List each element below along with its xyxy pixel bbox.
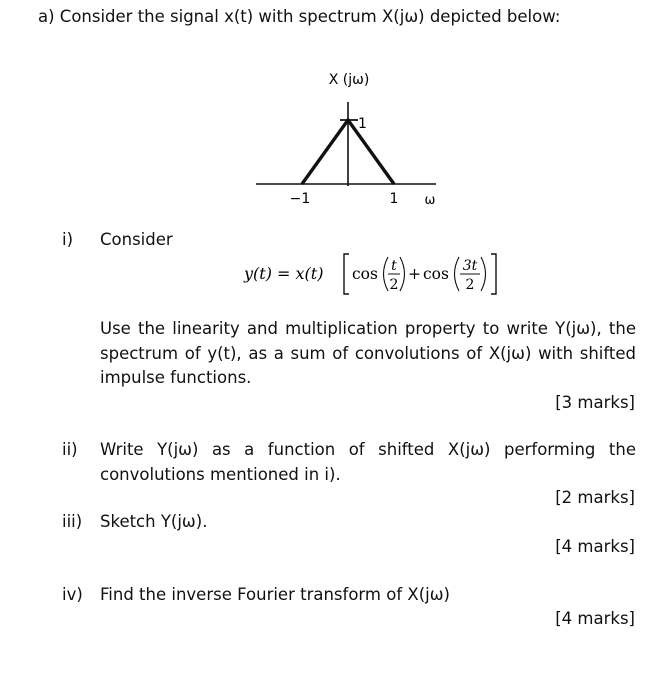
peak-label: 1 [358, 116, 367, 132]
part-ii-text: Write Y(jω) as a function of shifted X(jω) performing the convolutions mentioned in i). [100, 440, 636, 484]
part-i-marks: [3 marks] [555, 393, 635, 412]
frac-1-den: 2 [389, 277, 399, 293]
equation-lhs: y(t) = x(t) [244, 264, 324, 283]
left-bracket [344, 254, 349, 294]
part-i-number: i) [62, 230, 74, 249]
spectrum-figure [240, 62, 455, 212]
part-iv-marks: [4 marks] [555, 609, 635, 628]
x-tick-left-label: −1 [289, 191, 311, 207]
part-iii-number: iii) [62, 512, 83, 531]
frac-2-num: 3t [462, 258, 478, 274]
cos-1: cos [352, 265, 378, 283]
plus-sign: + [408, 265, 421, 283]
right-bracket [491, 254, 496, 294]
part-i-text: Use the linearity and multiplication property to write Y(jω), the spectrum of y(t), as a sum of convolutions of X(jω) with shifted impulse functions. [100, 319, 636, 387]
x-tick-right-label: 1 [389, 191, 399, 207]
part-iv-number: iv) [62, 585, 83, 604]
part-ii-number: ii) [62, 440, 78, 459]
paren-1-close [400, 257, 405, 291]
paren-2-open [455, 257, 460, 291]
part-iv-text: Find the inverse Fourier transform of X(jω) [100, 585, 450, 604]
y-axis-label: X (jω) [328, 72, 370, 88]
cos-2: cos [423, 265, 449, 283]
frac-1-num: t [391, 258, 397, 274]
paren-1-open [384, 257, 389, 291]
question-header: a) Consider the signal x(t) with spectrum X(jω) depicted below: [38, 7, 561, 26]
paren-2-close [481, 257, 486, 291]
frac-2-den: 2 [465, 277, 475, 293]
part-iii-text: Sketch Y(jω). [100, 512, 208, 531]
equation-y-of-t [242, 248, 502, 300]
part-iii-marks: [4 marks] [555, 537, 635, 556]
part-ii-marks: [2 marks] [555, 488, 635, 507]
part-i-lead: Consider [100, 230, 173, 249]
x-axis-label: ω [424, 193, 436, 208]
